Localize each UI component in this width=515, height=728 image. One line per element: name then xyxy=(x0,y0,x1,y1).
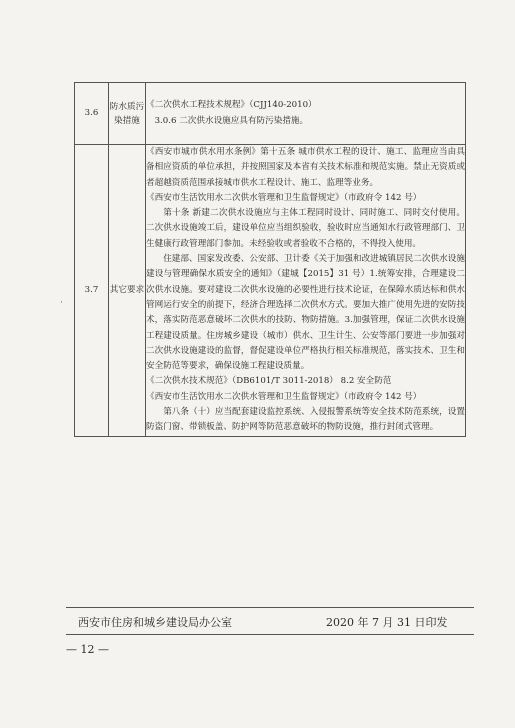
row-title: 防水质污染措施 xyxy=(109,83,146,145)
content-paragraph: 《西安市城市供水用水条例》第十五条 城市供水工程的设计、施工、监理应当由具备相应资质的单位承担，并按照国家及本省有关技术标准和规范实施。禁止无资质或者超越资质范围承接城市供水工程设计、施工、监理等业务。 xyxy=(146,147,465,188)
content-paragraph: 《二次供水技术规范》（DB6101/T 3011-2018） 8.2 安全防范 xyxy=(146,376,392,387)
content-paragraph: 住建部、国家发改委、公安部、卫计委《关于加强和改进城镇居民二次供水设施建设与管理确保水质安全的通知》（建城【2015】31 号）1.统筹安排，合理建设二次供水设施。要对建设二次供水设施的必要性进行技术论证，在保障水质达标和供水管网运行安全的前提下，经济合理选择二次供水方式。要加大推广使用先进的安防技术，落实防范恶意破坏二次供水的技防、物防措施。3.加强管理，保证二次供水设施工程建设质量。住房城乡建设（城市）供水、卫生计生、公安等部门要进一步加强对二次供水设施建设的监督，督促建设单位严格执行相关标准规范，落实技术、卫生和安全防范等要求，确保设施工程建设质量。 xyxy=(146,254,465,372)
row-title: 其它要求 xyxy=(109,145,146,437)
footer-divider-bottom xyxy=(66,634,474,635)
row-number: 3.6 xyxy=(75,83,109,145)
row-content xyxy=(146,145,466,437)
content-paragraph: 《西安市生活饮用水二次供水管理和卫生监督规定》（市政府令 142 号） xyxy=(146,192,422,203)
page-number: — 12 — xyxy=(66,643,109,656)
row-number: 3.7 xyxy=(75,145,109,437)
requirements-table xyxy=(74,82,466,437)
issuing-office: 西安市住房和城乡建设局办公室 xyxy=(78,616,232,629)
footer-divider-top xyxy=(66,607,474,608)
issue-date: 2020 年 7 月 31 日印发 xyxy=(326,616,448,629)
content-paragraph: 第十条 新建二次供水设施应与主体工程同时设计、同时施工、同时交付使用。二次供水设施竣工后，建设单位应当组织验收，验收时应当通知水行政管理部门、卫生健康行政管理部门参加。未经验收或者验收不合格的，不得投入使用。 xyxy=(146,208,465,249)
content-paragraph: 《西安市生活饮用水二次供水管理和卫生监督规定》（市政府令 142 号） xyxy=(146,391,422,402)
table-row xyxy=(75,145,466,437)
content-paragraph: 《二次供水工程技术规程》（CJJ140-2010） xyxy=(146,100,317,111)
scan-mark: · xyxy=(60,298,63,308)
table-row xyxy=(75,83,466,145)
content-paragraph: 3.0.6 二次供水设施应具有防污染措施。 xyxy=(154,115,309,126)
content-paragraph: 第八条（十）应当配套建设监控系统、入侵报警系统等安全技术防范系统，设置防盗门窗、带锁板盖、防护网等防范恶意破坏的物防设施，推行封闭式管理。 xyxy=(146,407,465,433)
row-content xyxy=(146,83,466,145)
